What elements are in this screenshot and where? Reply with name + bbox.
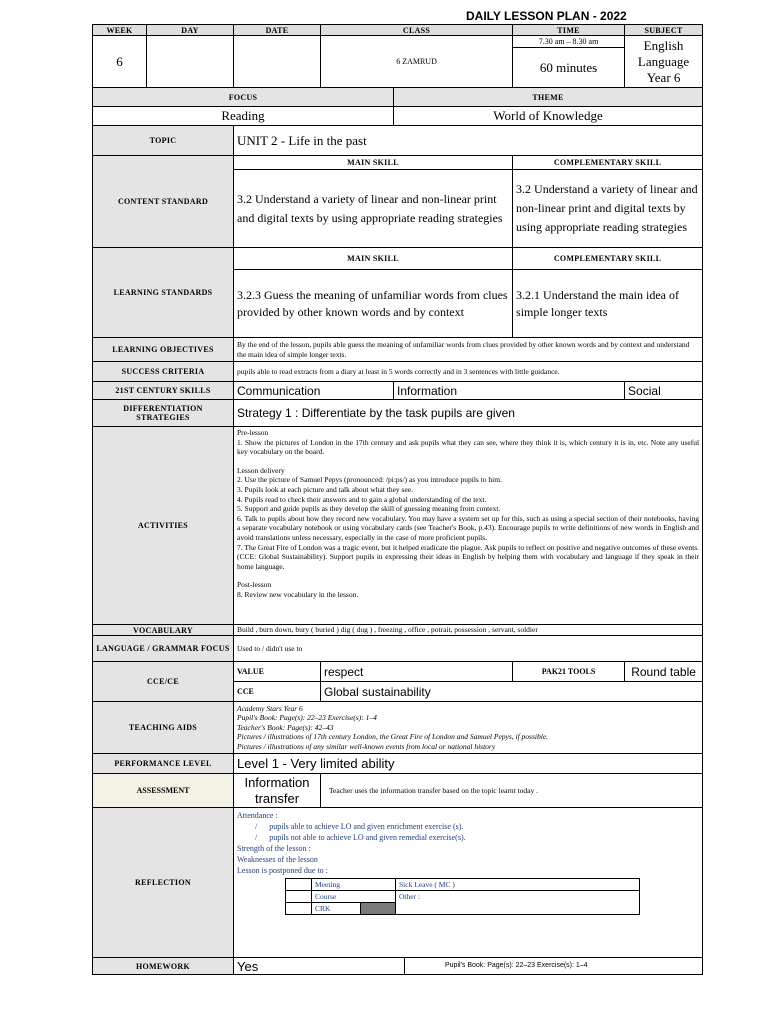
date-label: DATE bbox=[234, 25, 321, 36]
activity-delivery-title: Lesson delivery bbox=[237, 465, 285, 475]
crk-cell bbox=[312, 903, 396, 915]
homework-reference: Pupil's Book: Page(s): 22–23 Exercise(s): 1–4 bbox=[405, 958, 703, 975]
postponed-text: Lesson is postponed due to : bbox=[237, 866, 328, 875]
content-standard-label: CONTENT STANDARD bbox=[93, 156, 234, 248]
main-skill-label: MAIN SKILL bbox=[234, 156, 513, 170]
date-value bbox=[234, 36, 321, 88]
vocabulary-label: VOCABULARY bbox=[93, 625, 234, 636]
time-value: 7.30 am – 8.30 am bbox=[513, 36, 625, 48]
activities-label: ACTIVITIES bbox=[93, 427, 234, 625]
complementary-skill-label-2: COMPLEMENTARY SKILL bbox=[513, 248, 703, 270]
course-label: Course bbox=[312, 891, 396, 903]
topic-value: UNIT 2 - Life in the past bbox=[234, 126, 703, 156]
document-title: DAILY LESSON PLAN - 2022 bbox=[466, 9, 627, 23]
success-criteria-value: pupils able to read extracts from a diary at least in 5 words correctly and in 3 sentences with little guidance. bbox=[234, 362, 703, 382]
crk-checkbox[interactable] bbox=[286, 903, 312, 915]
weakness-text: Weaknesses of the lesson bbox=[237, 855, 318, 864]
week-value: 6 bbox=[93, 36, 147, 88]
cce-value: Global sustainability bbox=[321, 682, 703, 702]
language-focus-label: LANGUAGE / GRAMMAR FOCUS bbox=[93, 636, 234, 662]
strength-text: Strength of the lesson : bbox=[237, 844, 311, 853]
class-label: CLASS bbox=[321, 25, 513, 36]
enrichment-text: pupils able to achieve LO and given enrichment exercise (s). bbox=[269, 822, 464, 831]
postponed-reasons-table bbox=[285, 878, 640, 915]
focus-label: FOCUS bbox=[93, 88, 394, 107]
teaching-aid-item: Pupil's Book: Page(s): 22–23 Exercise(s): 1–4 bbox=[237, 713, 377, 723]
course-checkbox[interactable] bbox=[286, 891, 312, 903]
activity-post-title: Post-lesson bbox=[237, 580, 272, 590]
topic-label: TOPIC bbox=[93, 126, 234, 156]
c21-skill-1: Communication bbox=[234, 382, 394, 400]
reflection-label: REFLECTION bbox=[93, 808, 234, 958]
sick-leave-label: Sick Leave ( MC ) bbox=[396, 879, 640, 891]
assessment-method: Information transfer bbox=[234, 774, 321, 808]
activity-step-8: 8. Review new vocabulary in the lesson. bbox=[237, 589, 359, 599]
cce-ce-label: CCE/CE bbox=[93, 662, 234, 702]
meeting-checkbox[interactable] bbox=[286, 879, 312, 891]
performance-level-value: Level 1 - Very limited ability bbox=[234, 754, 703, 774]
remedial-text: pupils not able to achieve LO and given remedial exercise(s). bbox=[269, 833, 466, 842]
other-label: Other : bbox=[396, 891, 640, 915]
lesson-plan-table bbox=[92, 24, 703, 975]
performance-level-label: PERFORMANCE LEVEL bbox=[93, 754, 234, 774]
activity-step-6: 6. Talk to pupils about how they record new vocabulary. You may have a system set up for this, such as using a special section of their notebooks, having a separate vocabulary notebook or using vocabulary cards (see Teacher's Book, p.43). Encourage pupils to write definitions of new words in English and avoid translations unless necessary, especially in the case of more proficient pupils. bbox=[237, 513, 700, 542]
reflection-content bbox=[234, 808, 703, 958]
activity-step-4: 4. Pupils read to check their answers and to gain a global understanding of the text. bbox=[237, 494, 487, 504]
class-value: 6 ZAMRUD bbox=[321, 36, 513, 88]
learning-objectives-value: By the end of the lesson, pupils able guess the meaning of unfamiliar words from clues provided by other known words and by context and understand the main idea of simple longer texts. bbox=[234, 338, 703, 362]
teaching-aid-item: Pictures / illustrations of any similar well-known events from local or national history bbox=[237, 741, 496, 751]
differentiation-value: Strategy 1 : Differentiate by the task pupils are given bbox=[234, 400, 703, 427]
language-focus-value: Used to / didn't use to bbox=[234, 636, 703, 662]
learning-objectives-label: LEARNING OBJECTIVES bbox=[93, 338, 234, 362]
activity-step-2: 2. Use the picture of Samuel Pepys (pronounced: /pi:ps/) as you introduce pupils to him. bbox=[237, 475, 502, 485]
activity-pre-title: Pre-lesson bbox=[237, 428, 269, 437]
learning-standard-main: 3.2.3 Guess the meaning of unfamiliar words from clues provided by other known words and by context bbox=[234, 270, 513, 338]
teaching-aids-label: TEACHING AIDS bbox=[93, 702, 234, 754]
teaching-aids-list bbox=[234, 702, 703, 754]
value-value: respect bbox=[321, 662, 513, 682]
subject-value: English Language Year 6 bbox=[625, 36, 703, 88]
attendance-text: Attendance : bbox=[237, 811, 278, 820]
activity-step-7: 7. The Great Fire of London was a tragic event, but it helped eradicate the plague. Ask pupils to reflect on positive and negative outcomes of these events. (CCE: Global Sustainability). Support pupils in expressing their ideas in English by helping them with vocabulary and language if they speak in their home language. bbox=[237, 542, 700, 571]
content-standard-complementary: 3.2 Understand a variety of linear and non-linear print and digital texts by using appropriate reading strategies bbox=[513, 170, 703, 248]
day-value bbox=[147, 36, 234, 88]
focus-value: Reading bbox=[93, 107, 394, 126]
theme-label: THEME bbox=[394, 88, 703, 107]
c21-skills-label: 21ST CENTURY SKILLS bbox=[93, 382, 234, 400]
assessment-description: Teacher uses the information transfer based on the topic learnt today . bbox=[321, 774, 703, 808]
crk-shaded-box bbox=[360, 903, 395, 914]
pak21-label: PAK21 TOOLS bbox=[513, 662, 625, 682]
cce-sub-label: CCE bbox=[234, 682, 321, 702]
enrichment-mark: / bbox=[255, 822, 258, 831]
meeting-label: Meeting bbox=[312, 879, 396, 891]
homework-value: Yes bbox=[234, 958, 405, 975]
content-standard-main: 3.2 Understand a variety of linear and non-linear print and digital texts by using appropriate reading strategies bbox=[234, 170, 513, 248]
learning-standards-label: LEARNING STANDARDS bbox=[93, 248, 234, 338]
value-label: VALUE bbox=[234, 662, 321, 682]
main-skill-label-2: MAIN SKILL bbox=[234, 248, 513, 270]
theme-value: World of Knowledge bbox=[394, 107, 703, 126]
subject-label: SUBJECT bbox=[625, 25, 703, 36]
vocabulary-value: Build , burn down, bury ( buried ) dig ( dug ) , freezing , office , potrait, possession , servant, soldier bbox=[234, 625, 703, 636]
duration-value: 60 minutes bbox=[513, 48, 625, 88]
week-label: WEEK bbox=[93, 25, 147, 36]
c21-skill-3: Social bbox=[625, 382, 703, 400]
activities-content bbox=[234, 427, 703, 625]
assessment-label: ASSESSMENT bbox=[93, 774, 234, 808]
differentiation-label: DIFFERENTIATION STRATEGIES bbox=[93, 400, 234, 427]
crk-label: CRK bbox=[315, 904, 331, 913]
success-criteria-label: SUCCESS CRITERIA bbox=[93, 362, 234, 382]
pak21-value: Round table bbox=[625, 662, 703, 682]
complementary-skill-label: COMPLEMENTARY SKILL bbox=[513, 156, 703, 170]
activity-step-1: 1. Show the pictures of London in the 17th century and ask pupils what they can see, where they think it is, which century it is in, etc. Note any useful key vocabulary on the board. bbox=[237, 437, 700, 457]
teaching-aid-item: Teacher's Book: Page(s): 42–43 bbox=[237, 722, 334, 732]
teaching-aid-item: Pictures / illustrations of 17th century London, the Great Fire of London and Samuel Pepys, if possible. bbox=[237, 732, 549, 742]
learning-standard-complementary: 3.2.1 Understand the main idea of simple longer texts bbox=[513, 270, 703, 338]
c21-skill-2: Information bbox=[394, 382, 625, 400]
remedial-mark: / bbox=[255, 833, 258, 842]
teaching-aid-item: Academy Stars Year 6 bbox=[237, 703, 303, 713]
time-label: TIME bbox=[513, 25, 625, 36]
activity-step-5: 5. Support and guide pupils as they develop the skill of guessing meaning from context. bbox=[237, 504, 501, 514]
activity-step-3: 3. Pupils look at each picture and talk about what they see. bbox=[237, 484, 413, 494]
day-label: DAY bbox=[147, 25, 234, 36]
homework-label: HOMEWORK bbox=[93, 958, 234, 975]
